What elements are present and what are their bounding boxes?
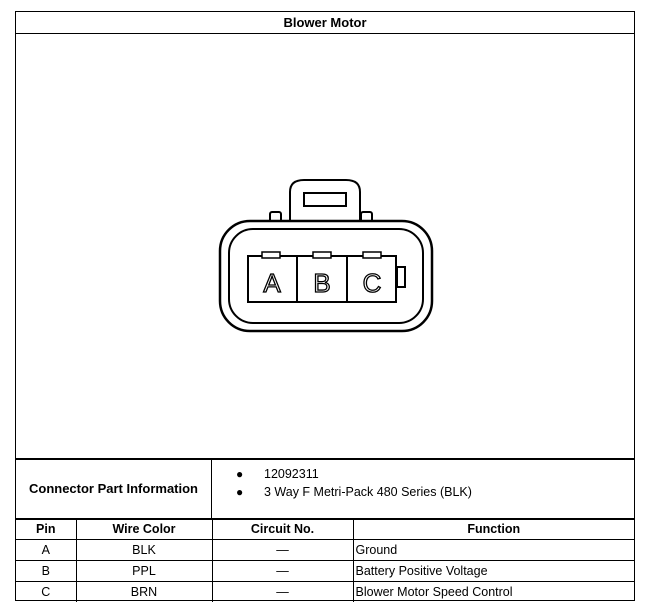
circuit-cell: — <box>212 582 353 603</box>
connector-drawing <box>16 34 634 459</box>
function-cell: Ground <box>353 540 634 561</box>
part-number: 12092311 <box>264 467 319 481</box>
wire-color-cell: BLK <box>76 540 212 561</box>
pin-cell: C <box>16 582 76 603</box>
part-number-item <box>236 465 472 483</box>
locking-tab <box>290 180 360 223</box>
header-function: Function <box>353 519 634 540</box>
cavity-notch-c <box>363 252 381 258</box>
connector-info-label: Connector Part Information <box>16 460 212 518</box>
table-row <box>16 540 634 561</box>
locking-tab-slot <box>304 193 346 206</box>
header-pin: Pin <box>16 519 76 540</box>
table-row <box>16 582 634 603</box>
cavity-notch-a <box>262 252 280 258</box>
header-circuit-no: Circuit No. <box>212 519 353 540</box>
wire-color-cell: PPL <box>76 561 212 582</box>
part-description-item <box>236 483 472 501</box>
bullet-icon: ● <box>236 467 244 481</box>
bullet-icon: ● <box>236 485 244 499</box>
circuit-cell: — <box>212 561 353 582</box>
pin-table <box>16 519 634 602</box>
circuit-cell: — <box>212 540 353 561</box>
function-cell: Blower Motor Speed Control <box>353 582 634 603</box>
connector-diagram <box>16 34 634 459</box>
pin-label-b: B <box>313 268 331 298</box>
cavity-notch-b <box>313 252 331 258</box>
wire-color-cell: BRN <box>76 582 212 603</box>
pin-label-a: A <box>263 268 281 298</box>
pin-cell: A <box>16 540 76 561</box>
part-description: 3 Way F Metri-Pack 480 Series (BLK) <box>264 485 472 499</box>
table-row <box>16 561 634 582</box>
pin-label-c: C <box>362 268 382 298</box>
connector-info-list <box>236 465 472 501</box>
function-cell: Battery Positive Voltage <box>353 561 634 582</box>
connector-sheet <box>15 11 635 601</box>
pin-table-header <box>16 519 634 540</box>
connector-info-section <box>16 458 634 520</box>
pin-cell: B <box>16 561 76 582</box>
sheet-title: Blower Motor <box>16 12 634 34</box>
header-wire-color: Wire Color <box>76 519 212 540</box>
